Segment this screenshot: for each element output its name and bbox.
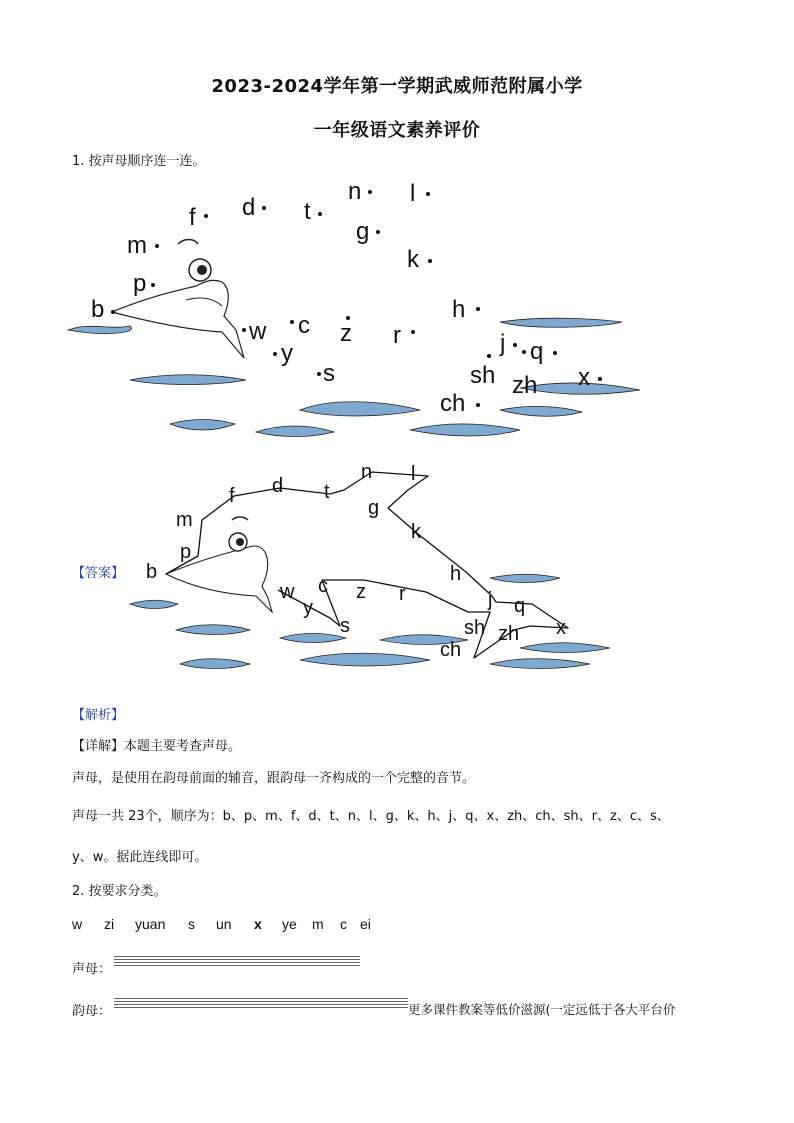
puzzle-letter-z: z [340, 320, 352, 347]
answer-letter-zh: zh [498, 623, 520, 645]
answer-letter-x: x [556, 617, 566, 639]
answer-letter-sh: sh [464, 617, 486, 639]
finals-label: 韵母： [72, 1004, 112, 1019]
initials-answer-lines[interactable] [114, 956, 360, 968]
word-list [0, 916, 794, 938]
word-item: yuan [135, 916, 166, 932]
answer-letter-f: f [229, 485, 235, 507]
question-2-prompt: 2. 按要求分类。 [72, 884, 167, 899]
puzzle-letter-zh: zh [512, 372, 538, 399]
answer-letter-w: w [280, 581, 295, 603]
answer-letter-z: z [356, 581, 366, 603]
answer-letter-h: h [450, 563, 462, 585]
puzzle-letter-l: l [410, 180, 416, 207]
word-item: w [72, 916, 83, 932]
detail-tag: 【详解】 [72, 739, 125, 754]
word-item: ei [360, 916, 371, 932]
word-item: zi [104, 916, 115, 932]
answer-letter-p: p [180, 541, 192, 563]
answer-letter-t: t [324, 481, 330, 503]
puzzle-letter-m: m [127, 232, 147, 259]
puzzle-letter-s: s [323, 360, 335, 387]
answer-letter-l: l [411, 463, 416, 485]
puzzle-letter-d: d [242, 194, 256, 221]
puzzle-letter-ch: ch [440, 390, 466, 417]
answer-letter-g: g [368, 497, 380, 519]
puzzle-letter-g: g [356, 218, 370, 245]
puzzle-letter-y: y [281, 340, 293, 367]
answer-letter-b: b [146, 561, 158, 583]
puzzle-letter-p: p [133, 270, 147, 297]
puzzle-letter-j: j [500, 330, 506, 357]
answer-letter-k: k [411, 521, 421, 543]
word-item: x [254, 916, 262, 932]
word-item: un [216, 916, 232, 932]
answer-letter-q: q [514, 595, 526, 617]
puzzle-letter-sh: sh [470, 362, 496, 389]
watermark-text: 更多课件教案等低价滋源(一定远低于各大平台价 [408, 1002, 676, 1017]
puzzle-letter-w: w [249, 318, 267, 345]
explanation-line-3: y、w。据此连线即可。 [72, 850, 208, 865]
question-1-prompt: 1. 按声母顺序连一连。 [72, 154, 206, 169]
explanation-line-2: 声母一共 23个，顺序为：b、p、m、f、d、t、n、l、g、k、h、j、q、x、zh、ch、sh、r、z、c、s、 [72, 809, 670, 824]
answer-letter-ch: ch [440, 639, 462, 661]
puzzle-letter-n: n [348, 178, 362, 205]
explanation-line-1: 声母，是使用在韵母前面的辅音，跟韵母一齐构成的一个完整的音节。 [72, 771, 476, 786]
initials-label: 声母： [72, 962, 112, 977]
answer-letter-c: c [318, 575, 328, 597]
finals-answer-lines[interactable] [114, 998, 408, 1010]
detail-line [72, 735, 241, 754]
answer-letter-m: m [176, 509, 193, 531]
puzzle-letter-k: k [407, 246, 419, 273]
puzzle-letter-f: f [189, 204, 196, 231]
puzzle-letter-c: c [298, 312, 310, 339]
puzzle-letter-h: h [452, 296, 466, 323]
puzzle-letter-t: t [304, 198, 311, 225]
answer-letter-y: y [303, 597, 313, 619]
word-item: s [188, 916, 195, 932]
answer-letter-n: n [361, 461, 373, 483]
word-item: c [340, 916, 347, 932]
word-item: m [312, 916, 324, 932]
puzzle-letter-q: q [530, 338, 544, 365]
analysis-tag: 【解析】 [72, 708, 125, 723]
answer-tag: 【答案】 [72, 566, 125, 581]
answer-letter-j: j [488, 589, 493, 611]
answer-letter-d: d [272, 475, 284, 497]
answer-letter-r: r [399, 583, 406, 605]
puzzle-letter-r: r [393, 322, 401, 349]
page-title: 2023-2024学年第一学期武威师范附属小学 [211, 76, 583, 97]
word-item: ye [282, 916, 297, 932]
puzzle-letter-b: b [91, 296, 105, 323]
page-subtitle: 一年级语文素养评价 [313, 120, 481, 141]
detail-text: 本题主要考查声母。 [124, 739, 242, 754]
puzzle-letter-x: x [578, 364, 590, 391]
answer-letter-s: s [340, 615, 350, 637]
